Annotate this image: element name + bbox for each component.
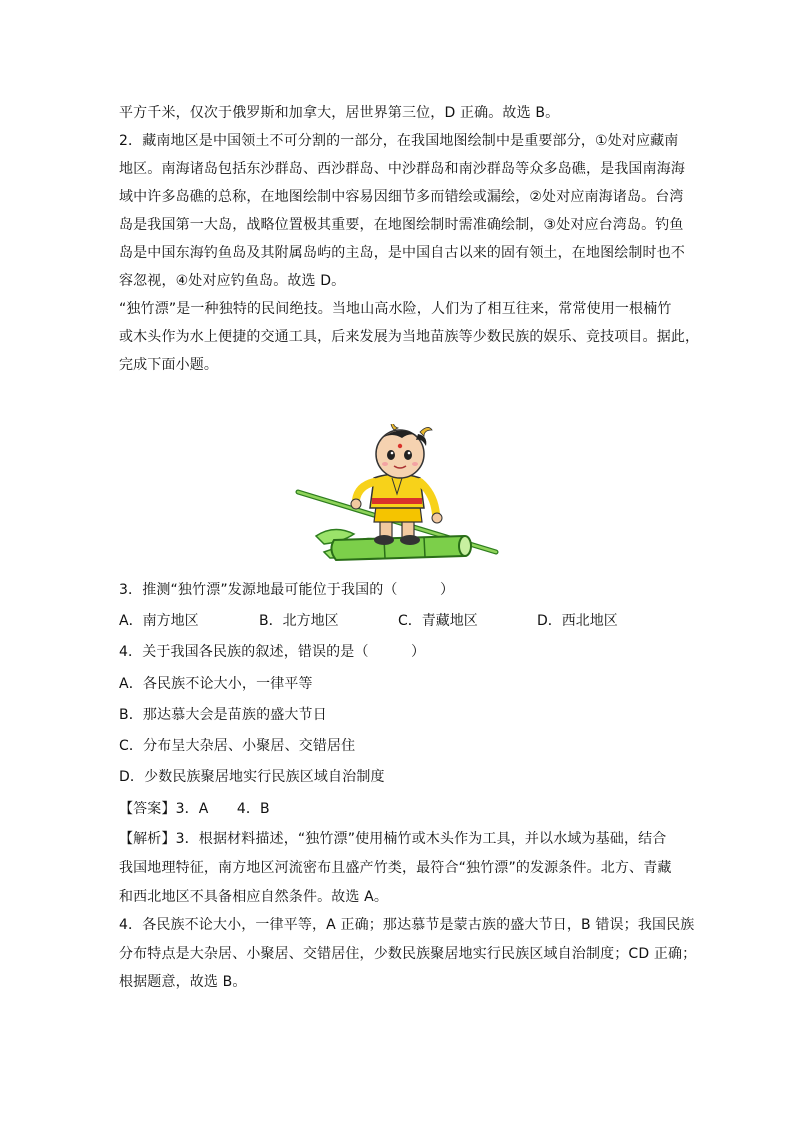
- boy-character-icon: [351, 424, 442, 545]
- text-line: 岛是我国第一大岛，战略位置极其重要，在地图绘制时需准确绘制，③处对应台湾岛。钓鱼: [119, 217, 684, 233]
- analysis-line: 和西北地区不具备相应自然条件。故选 A。: [119, 889, 389, 905]
- question-4-stem: 4．关于我国各民族的叙述，错误的是（ ）: [119, 644, 426, 660]
- text-line: 容忽视，④处对应钓鱼岛。故选 D。: [119, 273, 346, 289]
- question-4-option-a: A．各民族不论大小，一律平等: [119, 676, 313, 692]
- analysis-line: 4．各民族不论大小，一律平等，A 正确；那达慕节是蒙古族的盛大节日，B 错误；我国民族: [119, 917, 695, 933]
- analysis-line: 【解析】3．根据材料描述，“独竹漂”使用楠竹或木头作为工具，并以水域为基础，结合: [119, 831, 667, 847]
- answer-line: 【答案】3．A 4．B: [119, 801, 270, 817]
- text-line: 岛是中国东海钓鱼岛及其附属岛屿的主岛，是中国自古以来的固有领土，在地图绘制时也不: [119, 245, 685, 261]
- text-line: 完成下面小题。: [119, 357, 219, 373]
- analysis-line: 我国地理特征，南方地区河流密布且盛产竹类，最符合“独竹漂”的发源条件。北方、青藏: [119, 860, 672, 876]
- question-3-option-d: D．西北地区: [537, 613, 618, 629]
- text-line: 域中许多岛礁的总称，在地图绘制中容易因细节多而错绘或漏绘，②处对应南海诸岛。台湾: [119, 189, 684, 205]
- text-line: 平方千米，仅次于俄罗斯和加拿大，居世界第三位，D 正确。故选 B。: [119, 105, 560, 121]
- analysis-line: 根据题意，故选 B。: [119, 974, 247, 990]
- text-line: 地区。南海诸岛包括东沙群岛、西沙群岛、中沙群岛和南沙群岛等众多岛礁，是我国南海海: [119, 161, 685, 177]
- question-3-option-c: C．青藏地区: [398, 613, 478, 629]
- text-line: 2．藏南地区是中国领土不可分割的一部分，在我国地图绘制中是重要部分，①处对应藏南: [119, 133, 679, 149]
- text-line: “独竹漂”是一种独特的民间绝技。当地山高水险，人们为了相互往来，常常使用一根楠竹: [119, 301, 672, 317]
- analysis-line: 分布特点是大杂居、小聚居、交错居住，少数民族聚居地实行民族区域自治制度；CD 正确；: [119, 946, 697, 962]
- question-3-option-b: B．北方地区: [259, 613, 339, 629]
- bamboo-rafting-illustration: [294, 424, 500, 570]
- question-4-option-d: D．少数民族聚居地实行民族区域自治制度: [119, 769, 385, 785]
- question-3-stem: 3．推测“独竹漂”发源地最可能位于我国的（ ）: [119, 582, 455, 598]
- question-4-option-c: C．分布呈大杂居、小聚居、交错居住: [119, 738, 356, 754]
- question-4-option-b: B．那达慕大会是苗族的盛大节日: [119, 707, 327, 723]
- text-line: 或木头作为水上便捷的交通工具，后来发展为当地苗族等少数民族的娱乐、竞技项目。据此，: [119, 329, 700, 345]
- question-3-option-a: A．南方地区: [119, 613, 199, 629]
